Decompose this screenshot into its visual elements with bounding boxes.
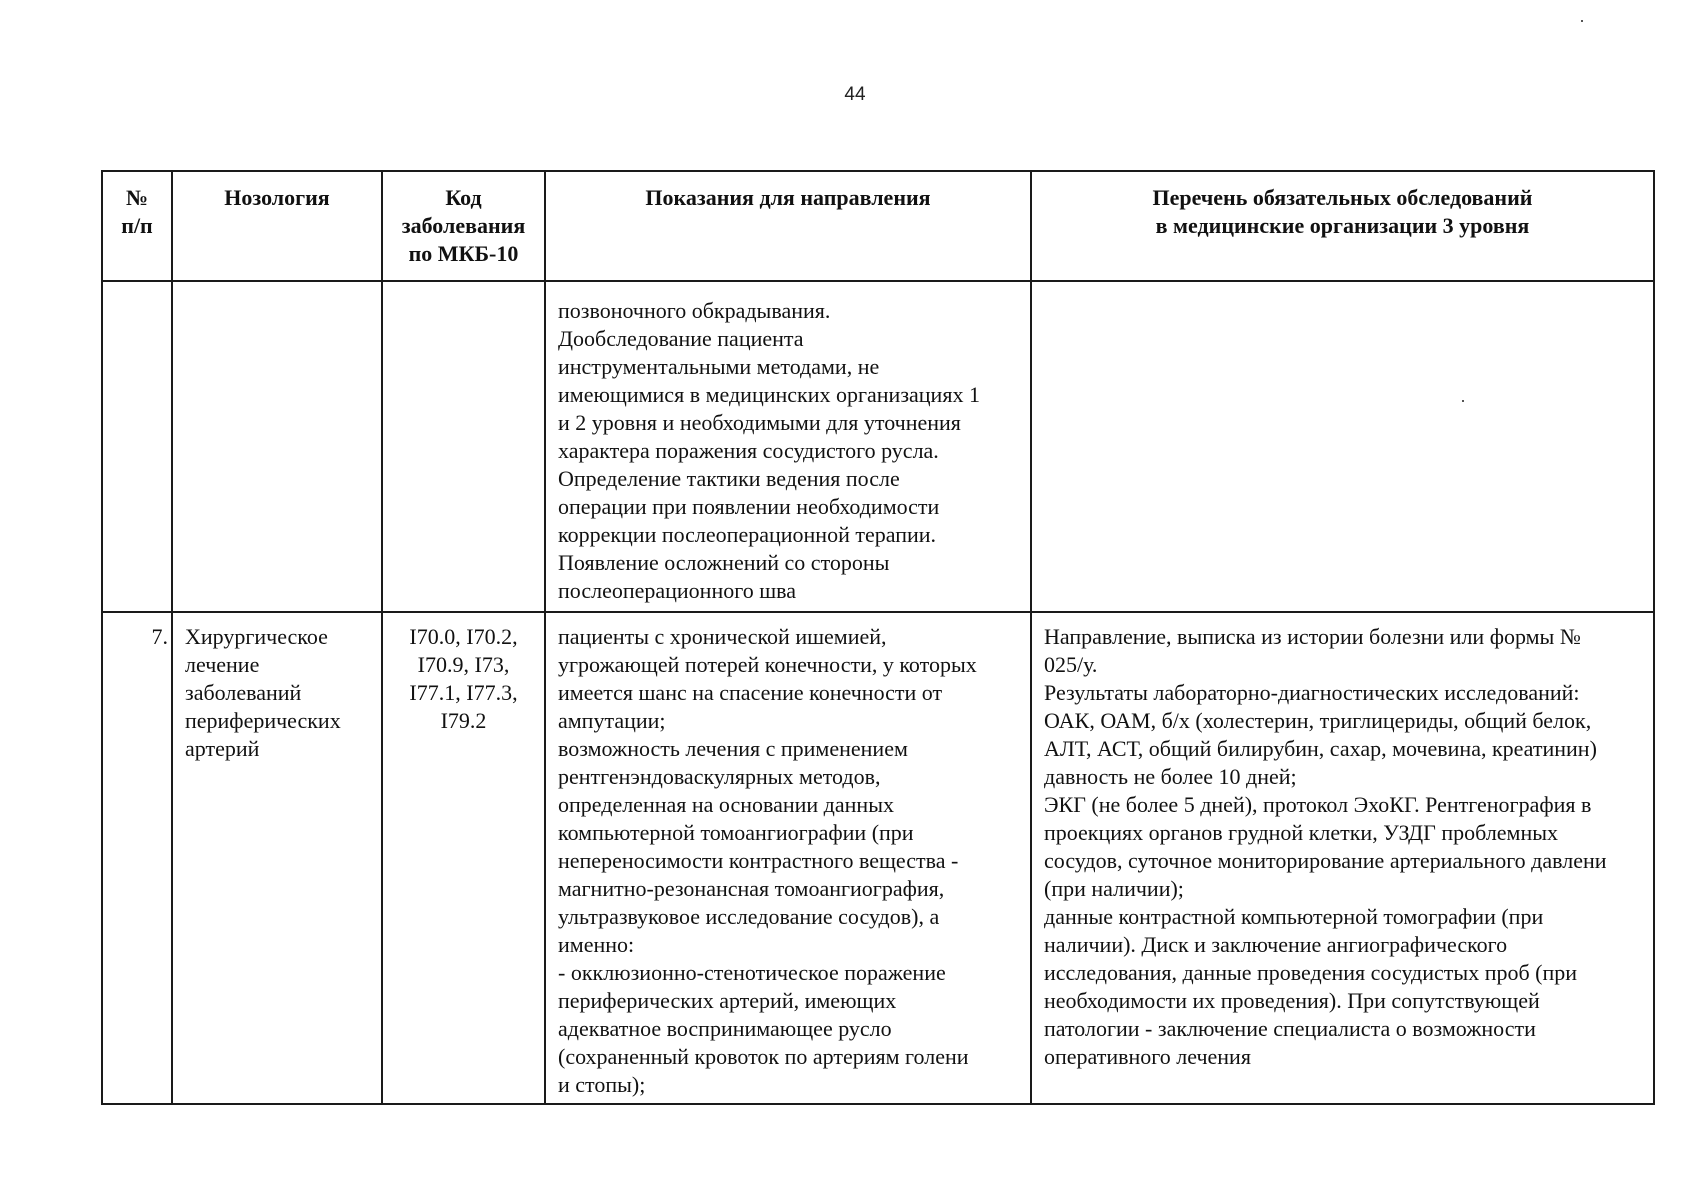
scan-speck <box>1581 20 1583 22</box>
cell-exams <box>1031 281 1654 612</box>
page-number: 44 <box>844 84 866 105</box>
header-nosology: Нозология <box>172 171 382 281</box>
header-exams: Перечень обязательных обследований в медицинские организации 3 уровня <box>1031 171 1654 281</box>
cell-nosology <box>172 281 382 612</box>
table-header-row <box>102 171 1654 281</box>
header-num: № п/п <box>102 171 172 281</box>
header-code: Код заболевания по МКБ-10 <box>382 171 545 281</box>
cell-indications: пациенты с хронической ишемией, угрожающей потерей конечности, у которых имеется шанс на спасение конечности от ампутации; возможность лечения с применением рентгенэндоваскулярных методов, определенная на основании данных компьютерной томоангиографии (при непереносимости контрастного вещества - магнитно-резонансная томоангиография, ультразвуковое исследование сосудов), а именно: - окклюзионно-стенотическое поражение периферических артерий, имеющих адекватное воспринимающее русло (сохраненный кровоток по артериям голени и стопы); <box>545 612 1031 1104</box>
cell-code: I70.0, I70.2, I70.9, I73, I77.1, I77.3, I79.2 <box>382 612 545 1104</box>
table-row <box>102 281 1654 612</box>
cell-num: 7. <box>102 612 172 1104</box>
header-indications: Показания для направления <box>545 171 1031 281</box>
cell-indications: позвоночного обкрадывания. Дообследование пациента инструментальными методами, не имеющимися в медицинских организациях 1 и 2 уровня и необходимыми для уточнения характера поражения сосудистого русла. Определение тактики ведения после операции при появлении необходимости коррекции послеоперационной терапии. Появление осложнений со стороны послеоперационного шва <box>545 281 1031 612</box>
cell-nosology: Хирургическое лечение заболеваний периферических артерий <box>172 612 382 1104</box>
cell-exams: Направление, выписка из истории болезни или формы № 025/у. Результаты лабораторно-диагностических исследований: ОАК, ОАМ, б/х (холестерин, триглицериды, общий белок, АЛТ, АСТ, общий билирубин, сахар, мочевина, креатинин) давность не более 10 дней; ЭКГ (не более 5 дней), протокол ЭхоКГ. Рентгенография в проекциях органов грудной клетки, УЗДГ проблемных сосудов, суточное мониторирование артериального давлени (при наличии); данные контрастной компьютерной томографии (при наличии). Диск и заключение ангиографического исследования, данные проведения сосудистых проб (при необходимости их проведения). При сопутствующей патологии - заключение специалиста о возможности оперативного лечения <box>1031 612 1654 1104</box>
scan-speck <box>1462 400 1464 402</box>
cell-num <box>102 281 172 612</box>
cell-code <box>382 281 545 612</box>
referral-table <box>101 170 1655 1105</box>
table-row <box>102 612 1654 1104</box>
